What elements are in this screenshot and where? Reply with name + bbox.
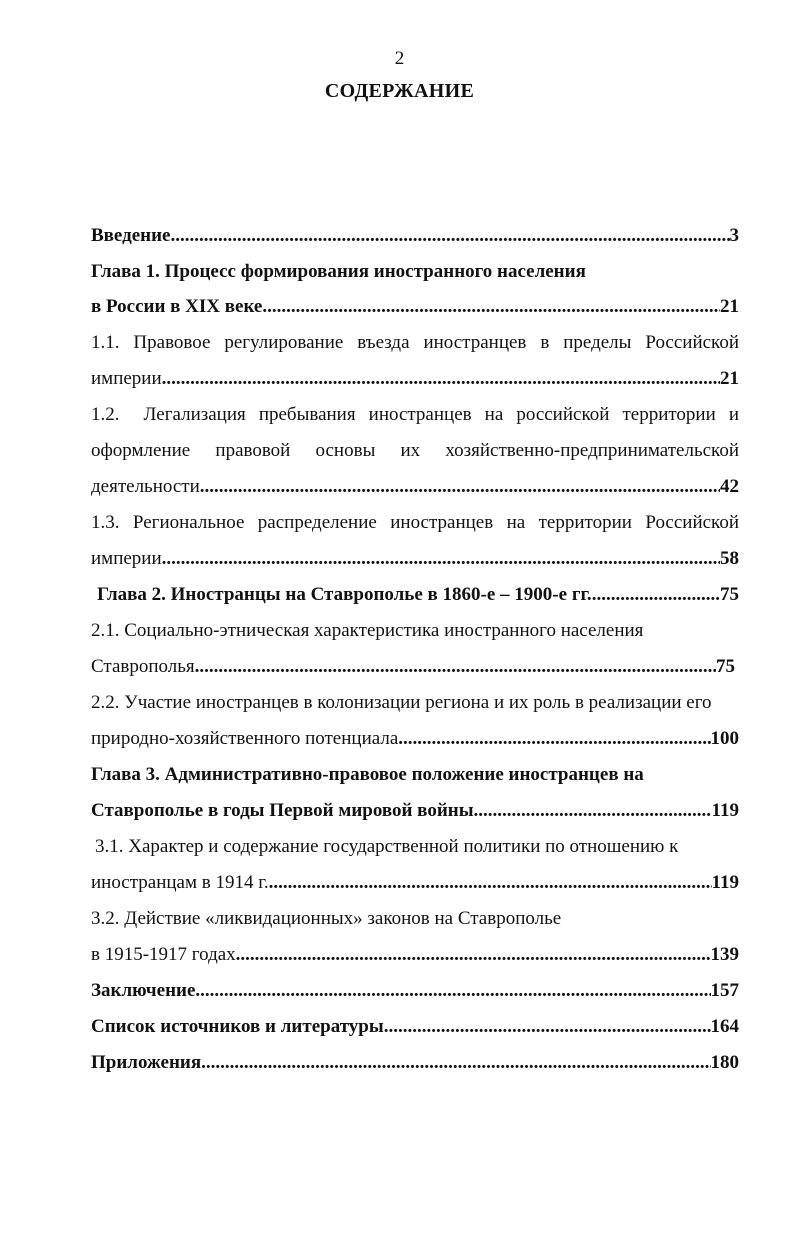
toc-entry-label: Ставрополье в годы Первой мировой войны.	[91, 800, 479, 821]
toc-leader-dots	[195, 974, 710, 1008]
toc-entry-sources[interactable]	[91, 1010, 739, 1044]
toc-page-number: 75	[720, 584, 739, 605]
toc-entry-label: Легализация пребывания иностранцев на российской территории и	[143, 404, 739, 425]
toc-page-number: 21	[720, 368, 739, 389]
toc-section-3-2-title[interactable]: 3.2. Действие «ликвидационных» законов на Ставрополье	[91, 908, 562, 929]
toc-entry-section-2-2[interactable]	[91, 722, 739, 756]
toc-page-number: 42	[720, 476, 739, 497]
toc-page-number: 100	[710, 728, 739, 749]
toc-entry-section-1-3[interactable]	[91, 542, 739, 576]
toc-page-number: 119	[711, 872, 739, 893]
toc-section-number: 1.2.	[91, 404, 120, 425]
toc-chapter-1-title[interactable]: Глава 1. Процесс формирования иностранного населения	[91, 261, 586, 282]
toc-entry-section-2-1[interactable]	[91, 650, 735, 684]
toc-page-number: 58	[720, 548, 739, 569]
toc-section-1-3-title[interactable]: 1.3. Региональное распределение иностранцев на территории Российской	[91, 512, 739, 533]
toc-entry-label: Приложения	[91, 1052, 202, 1073]
toc-chapter-3-title[interactable]: Глава 3. Административно-правовое положение иностранцев на	[91, 764, 644, 785]
toc-page-number: 157	[710, 980, 739, 1001]
toc-page-number: 3	[729, 225, 739, 246]
toc-leader-dots	[398, 722, 710, 756]
toc-entry-label: империи	[91, 548, 162, 569]
toc-entry-label: империи	[91, 368, 162, 389]
toc-page-number: 180	[710, 1052, 739, 1073]
toc-page-number: 164	[710, 1016, 739, 1037]
toc-entry-chapter-2[interactable]	[97, 578, 739, 612]
toc-entry-label: Глава 2. Иностранцы на Ставрополье в 1860-е – 1900-е гг.	[97, 584, 592, 605]
toc-entry-section-3-2[interactable]	[91, 938, 739, 972]
toc-section-1-2-title-cont[interactable]: оформление правовой основы их хозяйственно-предпринимательской	[91, 440, 739, 461]
toc-entry-label: Введение	[91, 225, 171, 246]
toc-leader-dots	[262, 290, 720, 324]
toc-leader-dots	[171, 219, 730, 253]
toc-leader-dots	[269, 866, 712, 900]
toc-entry-conclusion[interactable]	[91, 974, 739, 1008]
toc-entry-chapter-1[interactable]	[91, 290, 739, 324]
toc-section-2-2-title[interactable]: 2.2. Участие иностранцев в колонизации региона и их роль в реализации его	[91, 692, 712, 713]
toc-entry-section-1-1[interactable]	[91, 362, 739, 396]
toc-section-1-2-title[interactable]	[91, 398, 739, 432]
page-number: 2	[394, 48, 405, 69]
toc-entry-section-1-2[interactable]	[91, 470, 739, 504]
toc-leader-dots	[384, 1010, 711, 1044]
toc-page-number: 139	[710, 944, 739, 965]
toc-entry-appendix[interactable]	[91, 1046, 739, 1080]
toc-page-number: 75	[716, 656, 735, 677]
toc-entry-label: деятельности	[91, 476, 200, 497]
toc-leader-dots	[236, 938, 711, 972]
toc-leader-dots	[162, 362, 720, 396]
toc-section-1-1-title[interactable]: 1.1. Правовое регулирование въезда иностранцев в пределы Российской	[91, 332, 739, 353]
toc-entry-label: в России в XIX веке	[91, 296, 263, 317]
toc-entry-label: Ставрополья	[91, 656, 195, 677]
toc-leader-dots	[162, 542, 720, 576]
toc-leader-dots	[200, 470, 720, 504]
toc-section-2-1-title[interactable]: 2.1. Социально-этническая характеристика иностранного населения	[91, 620, 644, 641]
toc-page-number: 119	[711, 800, 739, 821]
toc-section-3-1-title[interactable]: 3.1. Характер и содержание государственной политики по отношению к	[95, 836, 679, 857]
toc-entry-label: в 1915-1917 годах	[91, 944, 236, 965]
toc-leader-dots	[195, 650, 716, 684]
toc-page-number: 21	[720, 296, 739, 317]
page-title: СОДЕРЖАНИЕ	[324, 80, 475, 102]
toc-entry-section-3-1[interactable]	[91, 866, 739, 900]
toc-leader-dots	[201, 1046, 710, 1080]
toc-entry-chapter-3[interactable]	[91, 794, 739, 828]
toc-leader-dots	[592, 578, 720, 612]
toc-entry-label: Список источников и литературы	[91, 1016, 384, 1037]
toc-leader-dots	[478, 794, 711, 828]
toc-entry-label: природно-хозяйственного потенциала	[91, 728, 399, 749]
toc-entry-label: Заключение	[91, 980, 196, 1001]
toc-entry-label: иностранцам в 1914 г.	[91, 872, 269, 893]
toc-entry-intro[interactable]	[91, 219, 739, 253]
